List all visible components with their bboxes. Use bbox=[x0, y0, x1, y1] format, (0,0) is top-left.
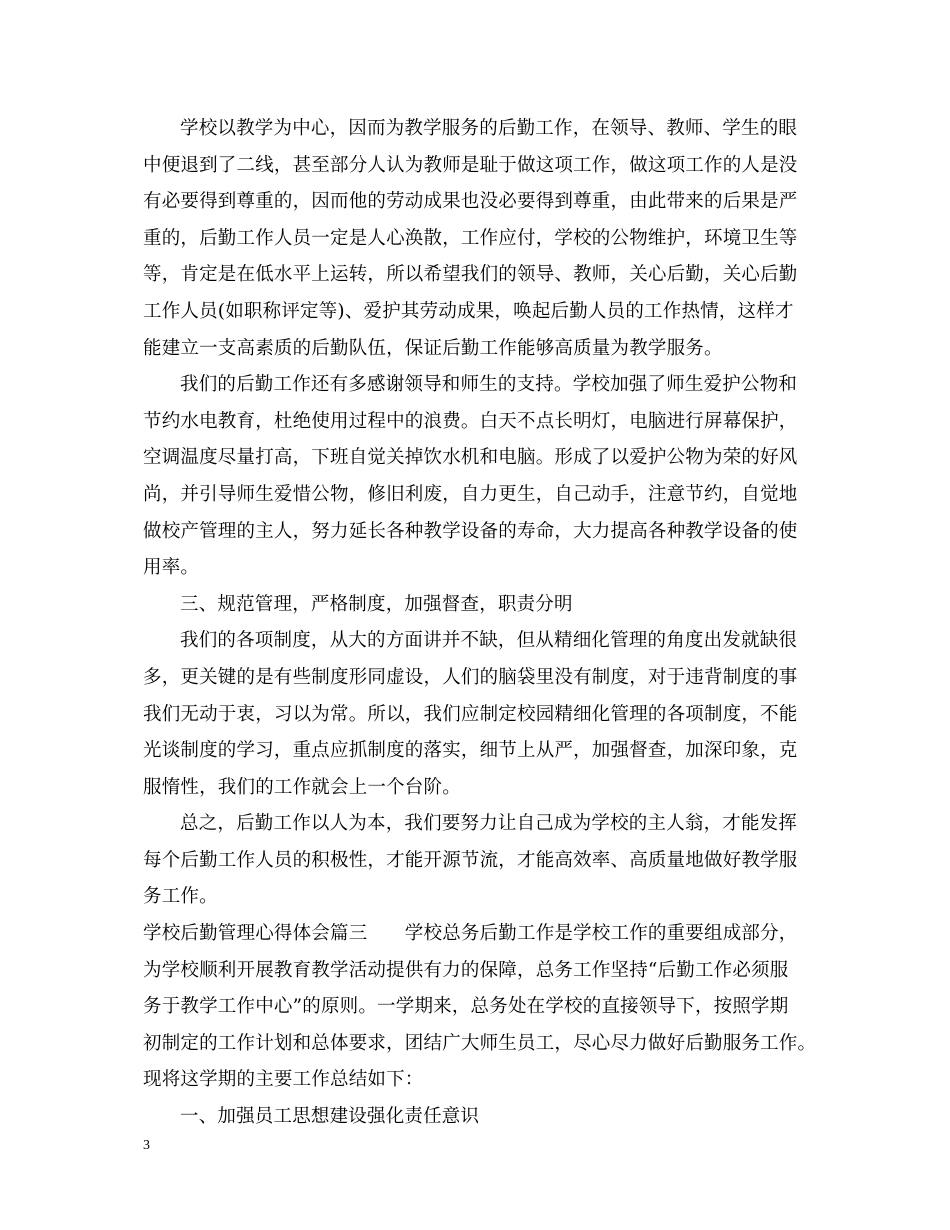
text-line: 节约水电教育，杜绝使用过程中的浪费。白天不点长明灯，电脑进行屏幕保护， bbox=[143, 410, 798, 432]
text-line: 总之，后勤工作以人为本，我们要努力让自己成为学校的主人翁，才能发挥 bbox=[180, 813, 798, 835]
text-line: 光谈制度的学习，重点应抓制度的落实，细节上从严，加强督查，加深印象，克 bbox=[143, 740, 798, 762]
text-line: 务于教学工作中心”的原则。一学期来，总务处在学校的直接领导下，按照学期 bbox=[143, 996, 789, 1018]
page-number: 3 bbox=[143, 1138, 150, 1153]
text-line: 做校产管理的主人，努力延长各种教学设备的寿命，大力提高各种教学设备的使 bbox=[143, 520, 798, 542]
text-line: 多，更关键的是有些制度形同虚设，人们的脑袋里没有制度，对于违背制度的事 bbox=[143, 666, 798, 688]
text-line: 尚，并引导师生爱惜公物，修旧利废，自力更生，自己动手，注意节约，自觉地 bbox=[143, 483, 798, 505]
text-line: 用率。 bbox=[143, 557, 200, 579]
text-line: 为学校顺利开展教育教学活动提供有力的保障，总务工作坚持“后勤工作必须服 bbox=[143, 959, 789, 981]
text-line: 重的，后勤工作人员一定是人心涣散，工作应付，学校的公物维护，环境卫生等 bbox=[143, 227, 798, 249]
text-line: 能建立一支高素质的后勤队伍，保证后勤工作能够高质量为教学服务。 bbox=[143, 337, 723, 359]
text-line: 空调温度尽量打高，下班自觉关掉饮水机和电脑。形成了以爱护公物为荣的好风 bbox=[143, 447, 798, 469]
text-line: 三、规范管理，严格制度，加强督查，职责分明 bbox=[180, 593, 573, 615]
text-line: 工作人员(如职称评定等)、爱护其劳动成果，唤起后勤人员的工作热情，这样才 bbox=[143, 300, 794, 322]
text-line: 有必要得到尊重的，因而他的劳动成果也没必要得到尊重，由此带来的后果是严 bbox=[143, 191, 798, 213]
text-line: 我们的各项制度，从大的方面讲并不缺，但从精细化管理的角度出发就缺很 bbox=[180, 630, 798, 652]
text-line: 我们无动于衷，习以为常。所以，我们应制定校园精细化管理的各项制度，不能 bbox=[143, 703, 798, 725]
text-line: 学校后勤管理心得体会篇三 学校总务后勤工作是学校工作的重要组成部分， bbox=[143, 923, 798, 945]
text-line: 现将这学期的主要工作总结如下： bbox=[143, 1069, 424, 1091]
text-line: 中便退到了二线，甚至部分人认为教师是耻于做这项工作，做这项工作的人是没 bbox=[143, 154, 798, 176]
text-line: 我们的后勤工作还有多感谢领导和师生的支持。学校加强了师生爱护公物和 bbox=[180, 374, 798, 396]
text-line: 一、加强员工思想建设强化责任意识 bbox=[180, 1106, 480, 1128]
document-body bbox=[143, 111, 817, 1136]
text-line: 初制定的工作计划和总体要求，团结广大师生员工，尽心尽力做好后勤服务工作。 bbox=[143, 1032, 817, 1054]
text-line: 务工作。 bbox=[143, 886, 218, 908]
text-line: 服惰性，我们的工作就会上一个台阶。 bbox=[143, 776, 461, 798]
text-line: 等，肯定是在低水平上运转，所以希望我们的领导、教师，关心后勤，关心后勤 bbox=[143, 264, 798, 286]
text-line: 每个后勤工作人员的积极性，才能开源节流，才能高效率、高质量地做好教学服 bbox=[143, 849, 798, 871]
text-line: 学校以教学为中心，因而为教学服务的后勤工作，在领导、教师、学生的眼 bbox=[180, 118, 798, 139]
